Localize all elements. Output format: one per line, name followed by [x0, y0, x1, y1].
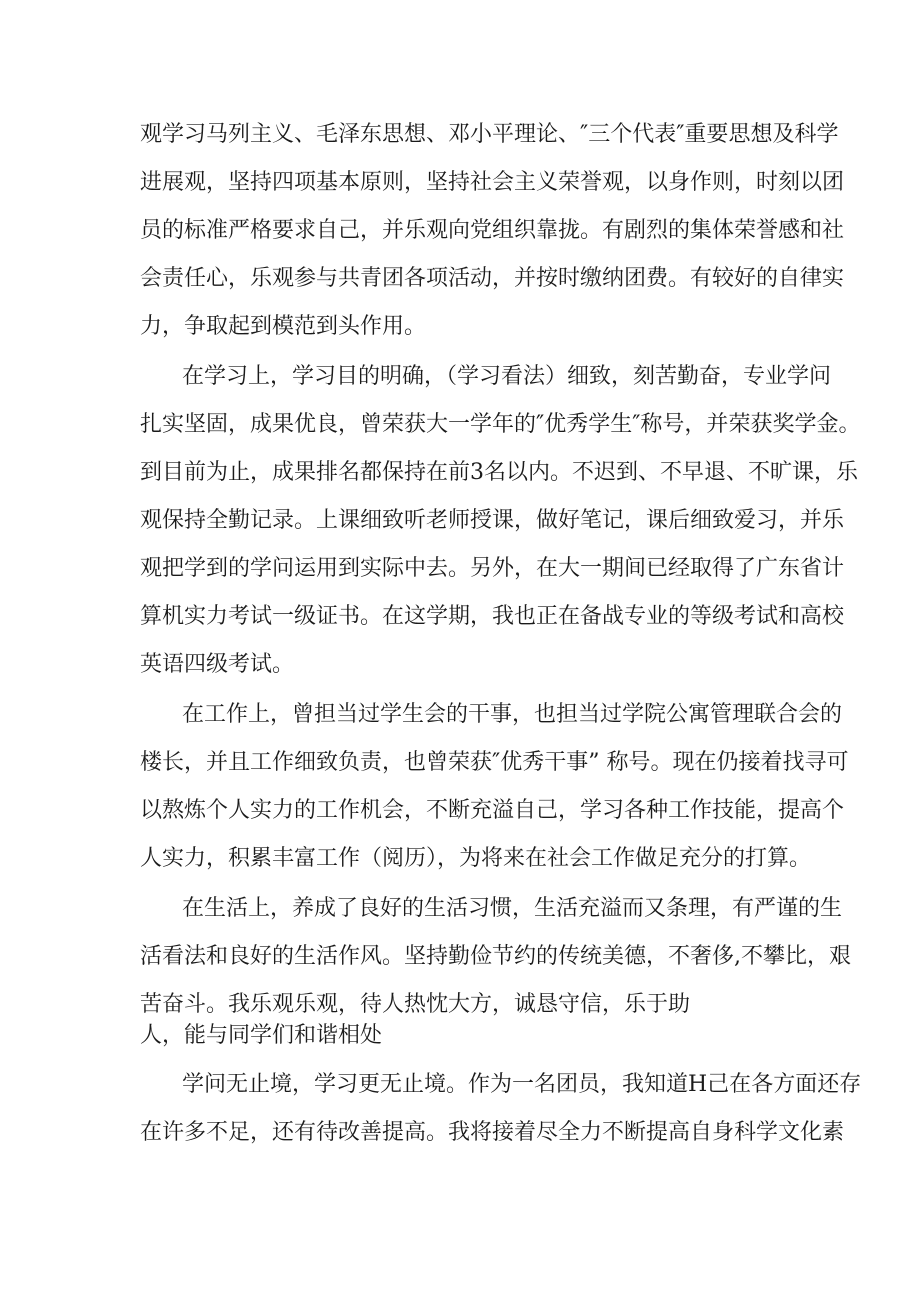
text-line: 算机实力考试一级证书。在这学期，我也正在备战专业的等级考试和高校 [140, 604, 845, 629]
text-line: 观把学到的学问运用到实际中去。另外，在大一期间已经取得了广东省计 [140, 556, 845, 581]
text-line: 活看法和良好的生活作风。坚持勤俭节约的传统美德，不奢侈,不攀比，艰 [140, 944, 851, 969]
text-line: 英语四级考试。 [140, 652, 295, 677]
text-line: 人，能与同学们和谐相处 [140, 1023, 383, 1048]
text-line: 到目前为止，成果排名都保持在前3名以内。不迟到、不早退、不旷课，乐 [140, 460, 858, 485]
text-line: 观保持全勤记录。上课细致听老师授课，做好笔记，课后细致爱习，并乐 [140, 508, 845, 533]
paragraph-first-line: 在生活上，养成了良好的生活习惯，生活充溢而又条理，有严谨的生 [182, 896, 843, 921]
paragraph-first-line: 在工作上，曾担当过学生会的干事，也担当过学院公寓管理联合会的 [182, 702, 843, 727]
text-line: 在许多不足，还有待改善提高。我将接着尽全力不断提高自身科学文化素 [140, 1120, 845, 1145]
text-line: 员的标准严格要求自己，并乐观向党组织靠拢。有剧烈的集体荣誉感和社 [140, 218, 845, 243]
text-line: 扎实坚固，成果优良，曾荣获大一学年的″优秀学生″称号，并荣获奖学金。 [140, 412, 861, 437]
paragraph-first-line: 在学习上，学习目的明确，（学习看法）细致，刻苦勤奋，专业学问 [182, 364, 832, 389]
text-line: 力，争取起到模范到头作用。 [140, 314, 427, 339]
text-line: 人实力，积累丰富工作（阅历），为将来在社会工作做足充分的打算。 [140, 846, 812, 871]
text-line: 以熬炼个人实力的工作机会，不断充溢自己，学习各种工作技能，提高个 [140, 798, 845, 823]
paragraph-first-line: 学问无止境，学习更无止境。作为一名团员，我知道H己在各方面还存 [182, 1072, 862, 1097]
text-line: 苦奋斗。我乐观乐观，待人热忱大方，诚恳守信，乐于助 [140, 992, 691, 1017]
text-line: 进展观，坚持四项基本原则，坚持社会主义荣誉观，以身作则，时刻以团 [140, 170, 845, 195]
text-line: 会责任心，乐观参与共青团各项活动，并按时缴纳团费。有较好的自律实 [140, 266, 845, 291]
text-line: 楼长，并且工作细致负责，也曾荣获″优秀干事” 称号。现在仍接着找寻可 [140, 750, 849, 775]
text-line: 观学习马列主义、毛泽东思想、邓小平理论、″三个代表″重要思想及科学 [140, 122, 839, 147]
